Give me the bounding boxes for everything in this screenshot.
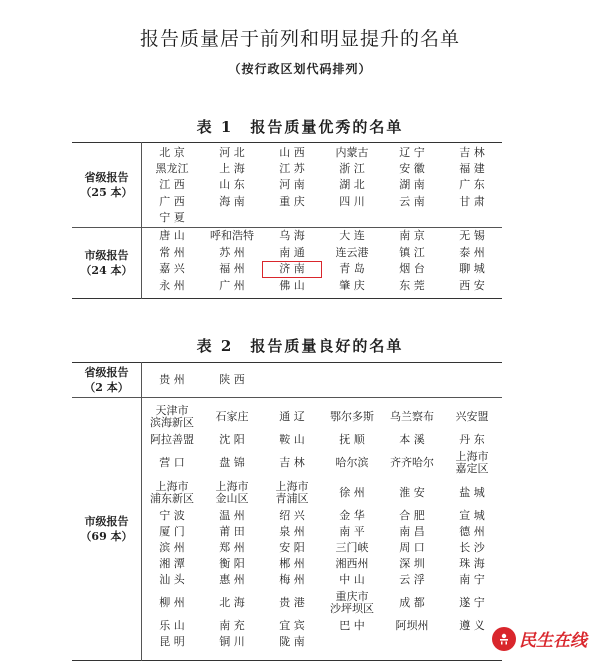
table-cell: 陕 西 bbox=[219, 373, 245, 386]
logo-text: 民生在线 bbox=[519, 631, 587, 651]
table-cell: 广 东 bbox=[459, 178, 485, 192]
table-cell bbox=[202, 524, 262, 540]
table-cell: 上 海 bbox=[219, 162, 245, 176]
table-cell bbox=[442, 556, 502, 572]
cell-line: 南 充 bbox=[219, 619, 245, 632]
table-cell bbox=[262, 588, 322, 618]
table-cell: 佛 山 bbox=[279, 279, 305, 293]
cell-line: 绍 兴 bbox=[279, 509, 305, 522]
table-cell bbox=[442, 432, 502, 448]
cell-line: 宣 城 bbox=[459, 509, 485, 522]
table-cell bbox=[262, 524, 322, 540]
cell-line: 上海市 bbox=[455, 450, 489, 463]
cell-line: 衡 阳 bbox=[219, 557, 245, 570]
table-cell bbox=[202, 210, 262, 226]
table-cell bbox=[442, 540, 502, 556]
table-cell: 福 州 bbox=[219, 262, 245, 276]
cell-line: 石家庄 bbox=[215, 410, 249, 423]
cell-line: 周 口 bbox=[399, 541, 425, 554]
table-cell bbox=[442, 478, 502, 508]
table-cell bbox=[202, 588, 262, 618]
table2 bbox=[72, 362, 502, 661]
table1-municipal-cells bbox=[142, 228, 502, 294]
table-cell bbox=[142, 540, 202, 556]
table-cell: 重 庆 bbox=[279, 194, 305, 208]
cell-line: 上海市 bbox=[215, 480, 249, 493]
table-cell: 北 京 bbox=[159, 146, 185, 160]
cell-line: 南 平 bbox=[339, 525, 365, 538]
table-cell bbox=[322, 478, 382, 508]
cell-line: 青浦区 bbox=[275, 492, 309, 505]
table-cell bbox=[262, 210, 322, 226]
table-cell: 贵 州 bbox=[159, 373, 185, 386]
cell-line: 汕 头 bbox=[159, 573, 185, 586]
table2-title: 表 2 报告质量良好的名单 bbox=[196, 337, 404, 355]
cell-line: 郑 州 bbox=[219, 541, 245, 554]
table-cell: 大 连 bbox=[339, 229, 365, 243]
table-cell: 山 东 bbox=[219, 178, 245, 192]
table-cell bbox=[382, 618, 442, 634]
cell-line: 盘 锦 bbox=[219, 456, 245, 469]
table2-provincial-cells bbox=[142, 363, 502, 397]
cell-line: 北 海 bbox=[219, 596, 245, 609]
row-count: （25 本） bbox=[80, 186, 133, 199]
table-cell bbox=[142, 508, 202, 524]
table-cell bbox=[442, 508, 502, 524]
cell-line: 兴安盟 bbox=[455, 410, 489, 423]
table-cell: 连云港 bbox=[335, 245, 369, 259]
table-cell: 海 南 bbox=[219, 194, 245, 208]
table-cell bbox=[262, 448, 322, 478]
table-cell bbox=[202, 634, 262, 650]
table-cell bbox=[382, 508, 442, 524]
table-cell: 四 川 bbox=[339, 194, 365, 208]
table-cell bbox=[142, 572, 202, 588]
table-cell bbox=[322, 432, 382, 448]
table1-provincial-label bbox=[72, 143, 142, 228]
table-cell: 南 京 bbox=[399, 229, 425, 243]
table-cell bbox=[382, 478, 442, 508]
table-cell: 苏 州 bbox=[219, 245, 245, 259]
table2-provincial-label bbox=[72, 363, 142, 398]
table-cell bbox=[262, 556, 322, 572]
table-cell bbox=[202, 618, 262, 634]
cell-line: 惠 州 bbox=[219, 573, 245, 586]
cell-line: 云 浮 bbox=[399, 573, 425, 586]
cell-line: 天津市 bbox=[155, 404, 189, 417]
table-cell bbox=[202, 572, 262, 588]
table1-provincial-cells bbox=[142, 143, 502, 226]
table-cell: 甘 肃 bbox=[459, 194, 485, 208]
table-cell bbox=[142, 402, 202, 432]
table-cell: 河 南 bbox=[279, 178, 305, 192]
cell-line: 宁 波 bbox=[159, 509, 185, 522]
table-cell: 湖 北 bbox=[339, 178, 365, 192]
table-cell: 宁 夏 bbox=[159, 210, 185, 224]
cell-line: 合 肥 bbox=[399, 509, 425, 522]
table-cell bbox=[322, 508, 382, 524]
table-cell bbox=[142, 448, 202, 478]
table-cell: 泰 州 bbox=[459, 245, 485, 259]
cell-line: 昆 明 bbox=[159, 635, 185, 648]
table-cell bbox=[142, 556, 202, 572]
cell-line: 嘉定区 bbox=[455, 462, 489, 475]
table-cell: 镇 江 bbox=[399, 245, 425, 259]
table-cell bbox=[202, 556, 262, 572]
cell-line: 柳 州 bbox=[159, 596, 185, 609]
table-cell bbox=[202, 448, 262, 478]
table-cell bbox=[322, 572, 382, 588]
table-cell: 呼和浩特 bbox=[210, 229, 254, 243]
cell-line: 遵 义 bbox=[459, 619, 485, 632]
cell-line: 抚 顺 bbox=[339, 433, 365, 446]
table-cell: 嘉 兴 bbox=[159, 262, 185, 276]
cell-line: 齐齐哈尔 bbox=[390, 456, 434, 469]
page-title: 报告质量居于前列和明显提升的名单 bbox=[139, 28, 460, 50]
table-cell bbox=[382, 588, 442, 618]
table-cell bbox=[442, 363, 502, 397]
cell-line: 沙坪坝区 bbox=[330, 602, 374, 615]
table-cell: 吉 林 bbox=[459, 146, 485, 160]
row-count: （69 本） bbox=[80, 530, 133, 543]
cell-line: 梅 州 bbox=[279, 573, 305, 586]
cell-line: 南 昌 bbox=[399, 525, 425, 538]
cell-line: 盐 城 bbox=[459, 486, 485, 499]
table-cell bbox=[442, 572, 502, 588]
cell-line: 南 宁 bbox=[459, 573, 485, 586]
cell-line: 鞍 山 bbox=[279, 433, 305, 446]
table-cell bbox=[262, 508, 322, 524]
table-cell bbox=[142, 618, 202, 634]
cell-line: 莆 田 bbox=[219, 525, 245, 538]
table-cell bbox=[142, 524, 202, 540]
cell-line: 长 沙 bbox=[459, 541, 485, 554]
cell-line: 淮 安 bbox=[399, 486, 425, 499]
table-cell bbox=[142, 478, 202, 508]
table-cell bbox=[382, 556, 442, 572]
table1-title: 表 1 报告质量优秀的名单 bbox=[196, 118, 404, 136]
table-cell bbox=[382, 572, 442, 588]
cell-line: 厦 门 bbox=[159, 525, 185, 538]
table-cell: 常 州 bbox=[159, 245, 185, 259]
table-cell bbox=[382, 402, 442, 432]
table-cell: 南 通 bbox=[279, 245, 305, 259]
row-label: 市级报告 bbox=[84, 515, 129, 528]
cell-line: 哈尔滨 bbox=[335, 456, 369, 469]
cell-line: 滨海新区 bbox=[150, 416, 194, 429]
cell-line: 湘西州 bbox=[335, 557, 369, 570]
table-cell bbox=[202, 402, 262, 432]
table-cell: 山 西 bbox=[279, 146, 305, 160]
table-cell bbox=[322, 402, 382, 432]
cell-line: 宜 宾 bbox=[279, 619, 305, 632]
table-cell: 东 莞 bbox=[399, 279, 425, 293]
table-cell bbox=[442, 588, 502, 618]
table-cell: 西 安 bbox=[459, 279, 485, 293]
cell-line: 湘 潭 bbox=[159, 557, 185, 570]
cell-line: 郴 州 bbox=[279, 557, 305, 570]
table-cell: 永 州 bbox=[159, 279, 185, 293]
table-cell bbox=[382, 524, 442, 540]
table2-municipal-label bbox=[72, 398, 142, 661]
cell-line: 营 口 bbox=[159, 456, 185, 469]
table-cell: 湖 南 bbox=[399, 178, 425, 192]
table-cell bbox=[262, 402, 322, 432]
table-cell bbox=[442, 210, 502, 226]
site-logo[interactable] bbox=[492, 626, 587, 651]
table-cell bbox=[382, 210, 442, 226]
cell-line: 金山区 bbox=[215, 492, 249, 505]
row-label: 市级报告 bbox=[84, 249, 129, 262]
table-cell bbox=[322, 210, 382, 226]
table-cell bbox=[322, 448, 382, 478]
table-cell: 烟 台 bbox=[399, 262, 425, 276]
table-cell bbox=[262, 572, 322, 588]
cell-line: 乌兰察布 bbox=[390, 410, 434, 423]
row-count: （2 本） bbox=[84, 381, 129, 394]
table-cell bbox=[322, 588, 382, 618]
cell-line: 通 辽 bbox=[279, 410, 305, 423]
table-cell: 聊 城 bbox=[459, 262, 485, 276]
table-cell bbox=[322, 634, 382, 650]
highlighted-cell: 济 南 bbox=[262, 261, 322, 278]
cell-line: 丹 东 bbox=[459, 433, 485, 446]
table1 bbox=[72, 142, 502, 299]
cell-line: 铜 川 bbox=[219, 635, 245, 648]
cell-line: 德 州 bbox=[459, 525, 485, 538]
table1-municipal-label bbox=[72, 228, 142, 299]
table-cell: 河 北 bbox=[219, 146, 245, 160]
table-cell bbox=[142, 432, 202, 448]
table-cell bbox=[382, 634, 442, 650]
table-cell bbox=[382, 363, 442, 397]
table-cell: 安 徽 bbox=[399, 162, 425, 176]
table-cell bbox=[382, 432, 442, 448]
table-cell bbox=[442, 524, 502, 540]
table-cell: 浙 江 bbox=[339, 162, 365, 176]
table-cell bbox=[202, 432, 262, 448]
table-cell: 广 西 bbox=[159, 194, 185, 208]
cell-line: 泉 州 bbox=[279, 525, 305, 538]
cell-line: 安 阳 bbox=[279, 541, 305, 554]
row-count: （24 本） bbox=[80, 264, 133, 277]
cell-line: 吉 林 bbox=[279, 456, 305, 469]
cell-line: 金 华 bbox=[339, 509, 365, 522]
table-cell bbox=[262, 634, 322, 650]
table-cell bbox=[142, 588, 202, 618]
cell-line: 成 都 bbox=[399, 596, 425, 609]
table-cell bbox=[322, 556, 382, 572]
row-label: 省级报告 bbox=[84, 171, 129, 184]
table-cell bbox=[382, 448, 442, 478]
table-cell bbox=[322, 524, 382, 540]
cell-line: 上海市 bbox=[275, 480, 309, 493]
table-cell: 无 锡 bbox=[459, 229, 485, 243]
people-emblem-icon bbox=[492, 627, 516, 651]
table-cell bbox=[262, 478, 322, 508]
cell-line: 遂 宁 bbox=[459, 596, 485, 609]
cell-line: 三门峡 bbox=[335, 541, 369, 554]
table-cell bbox=[202, 478, 262, 508]
cell-line: 乐 山 bbox=[159, 619, 185, 632]
cell-line: 贵 港 bbox=[279, 596, 305, 609]
table-cell bbox=[262, 432, 322, 448]
cell-line: 重庆市 bbox=[335, 590, 369, 603]
table-cell: 江 西 bbox=[159, 178, 185, 192]
table-cell: 广 州 bbox=[219, 279, 245, 293]
table-cell bbox=[382, 540, 442, 556]
table-cell bbox=[142, 634, 202, 650]
cell-line: 阿拉善盟 bbox=[150, 433, 194, 446]
table-cell bbox=[442, 448, 502, 478]
table-cell: 辽 宁 bbox=[399, 146, 425, 160]
table-cell: 青 岛 bbox=[339, 262, 365, 276]
table-cell: 江 苏 bbox=[279, 162, 305, 176]
cell-line: 阿坝州 bbox=[395, 619, 429, 632]
cell-line: 滨 州 bbox=[159, 541, 185, 554]
table-cell: 云 南 bbox=[399, 194, 425, 208]
table-cell: 福 建 bbox=[459, 162, 485, 176]
table-cell bbox=[262, 540, 322, 556]
table-cell bbox=[442, 402, 502, 432]
table-cell bbox=[322, 363, 382, 397]
table-cell bbox=[262, 363, 322, 397]
cell-line: 徐 州 bbox=[339, 486, 365, 499]
table-cell: 内蒙古 bbox=[335, 146, 369, 160]
cell-line: 本 溪 bbox=[399, 433, 425, 446]
table-cell: 肇 庆 bbox=[339, 279, 365, 293]
cell-line: 浦东新区 bbox=[150, 492, 194, 505]
cell-line: 沈 阳 bbox=[219, 433, 245, 446]
table2-municipal-cells bbox=[142, 398, 502, 650]
table-cell bbox=[202, 540, 262, 556]
cell-line: 陇 南 bbox=[279, 635, 305, 648]
cell-line: 上海市 bbox=[155, 480, 189, 493]
table-cell bbox=[322, 618, 382, 634]
cell-line: 珠 海 bbox=[459, 557, 485, 570]
table-cell bbox=[322, 540, 382, 556]
cell-line: 巴 中 bbox=[339, 619, 365, 632]
cell-line: 鄂尔多斯 bbox=[330, 410, 374, 423]
page-subtitle: （按行政区划代码排列） bbox=[228, 62, 372, 76]
table-cell bbox=[202, 508, 262, 524]
table-cell: 黑龙江 bbox=[155, 162, 189, 176]
cell-line: 深 圳 bbox=[399, 557, 425, 570]
table-cell: 乌 海 bbox=[279, 229, 305, 243]
table-cell: 唐 山 bbox=[159, 229, 185, 243]
cell-line: 中 山 bbox=[339, 573, 365, 586]
table-cell bbox=[262, 618, 322, 634]
cell-line: 温 州 bbox=[219, 509, 245, 522]
row-label: 省级报告 bbox=[84, 366, 129, 379]
